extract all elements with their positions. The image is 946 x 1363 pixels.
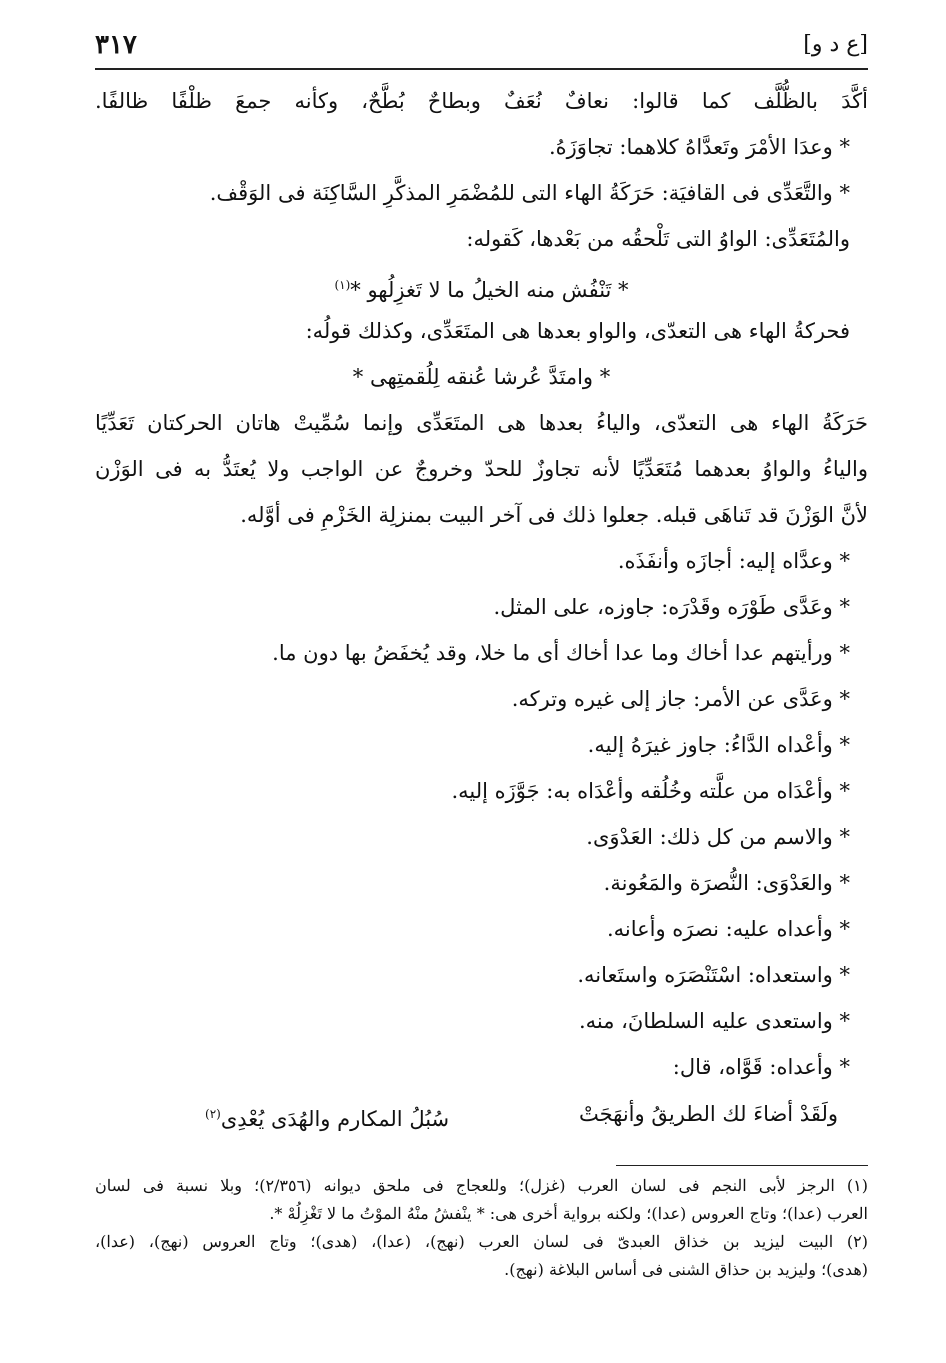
entry-line: * وأعداه عليه: نصرَه وأعانه. xyxy=(606,917,850,941)
text-line: والياءُ والواوُ بعدهما مُتَعَدِّيًا لأنه تجاوزٌ للحدّ وخروجٌ عن الواجب ولا يُعتَدُّ به فى الوَزْن xyxy=(95,457,868,481)
entry-line: * والاسم من كل ذلك: العَدْوَى. xyxy=(586,825,850,849)
text-line: فحركةُ الهاء هى التعدّى، والواو بعدها هى المتَعَدِّى، وكذلك قولُه: xyxy=(305,319,850,343)
text-line: لأنَّ الوَزْنَ قد تَناهَى قبله. جعلوا ذلك فى آخر البيت بمنزلِة الخَزْمِ فى أوَّله. xyxy=(240,503,868,527)
entry-line: * والعَدْوَى: النُّصرَة والمَعُونة. xyxy=(603,871,850,895)
entry-line: * وأعْدَاه من علَّته وخُلُقه وأعْدَاه به: جَوَّزَه إليه. xyxy=(451,779,850,803)
footnote-line: (٢) البيت ليزيد بن خذاق العبدىّ فى لسان العرب (نهج)، (عدا)، (هدى)؛ وتاج العروس (نهج)، (عدا)، xyxy=(95,1232,868,1251)
page-number: ٣١٧ xyxy=(95,30,137,60)
footnotes xyxy=(95,1172,868,1284)
second-hemistich-wrap xyxy=(205,1090,449,1143)
footnote-ref-1: (١) xyxy=(334,278,351,292)
first-hemistich: ولَقَدْ أضاءَ لك الطريقُ وأنهَجَتْ xyxy=(578,1102,838,1126)
page-header xyxy=(95,28,868,70)
text-line: أكَّدَ بالظُّلَّف كما قالوا: نعافٌ نُعَفٌ وبطاحٌ بُطَّحٌ، وكأنه جمعَ ظلْفًا ظالفًا. xyxy=(95,89,868,113)
entry-line: * وأعْداه الدَّاءُ: جاوز غيرَهُ إليه. xyxy=(587,733,850,757)
section-letters: [ع د و] xyxy=(803,32,868,57)
text-line: والمُتَعَدِّى: الواوُ التى تَلْحقُه من بَعْدها، كَقوله: xyxy=(466,227,850,251)
footnote-line: (هدى)؛ وليزيد بن حذاق الشنى فى أساس البلاغة (نهج). xyxy=(504,1260,868,1279)
entry-line: * واستعدى عليه السلطانَ، منه. xyxy=(578,1009,850,1033)
footnote-divider xyxy=(616,1165,868,1166)
entry-line: * وعدَا الأمْرَ وتَعدَّاهُ كلاهما: تجاوَزَهُ. xyxy=(548,135,850,159)
verse-text: * تَنْفُش منه الخيلُ ما لا تَغزِلُهو * xyxy=(350,278,629,302)
second-hemistich: سُبُلُ المكارم والهُدَى يُعْدِى xyxy=(220,1107,450,1131)
entry-line: * وعَدَّى طَوْرَه وقَدْرَه: جاوزه، على المثل. xyxy=(493,595,850,619)
quoted-verse: * وامتَدَّ عُرشا عُنقه لِلُقمتِهى * xyxy=(352,365,611,389)
entry-line: * واستعداه: اسْتَنْصَرَه واستَعانه. xyxy=(577,963,850,987)
text-line: حَرَكَةُ الهاء هى التعدّى، والياءُ بعدها هى المتَعَدِّى وإنما سُمِّيتْ هاتان الحركتان تَعَدِّيًا xyxy=(95,411,868,435)
main-text xyxy=(95,78,868,1138)
entry-line: * وأعداه: قَوَّاه، قال: xyxy=(672,1055,850,1079)
entry-line: * وعَدَّى عن الأمر: جاز إلى غيره وتركه. xyxy=(511,687,850,711)
footnote-ref-2: (٢) xyxy=(205,1107,221,1121)
entry-line: * والتَّعَدِّى فى القافيَة: حَرَكَةُ الهاء التى للمُضْمَرِ المذكَّرِ السَّاكِنَة فى الوَقْف. xyxy=(209,181,850,205)
entry-line: * ورأيتهم عدا أخاك وما عدا أخاك أى ما خلا، وقد يُخفَضُ بها دون ما. xyxy=(272,641,850,665)
quoted-verse xyxy=(95,262,868,308)
entry-line: * وعدَّاه إليه: أجازَه وأنفَذَه. xyxy=(617,549,850,573)
footnote-line: العرب (عدا)؛ وتاج العروس (عدا)؛ ولكنه برواية أخرى هى: * ينْفشُ منْهُ الموْتُ ما لا تَغْزِلُهْ *. xyxy=(269,1204,868,1223)
footnote-line: (١) الرجز لأبى النجم فى لسان العرب (غزل)؛ وللعجاج فى ملحق ديوانه (٢/٣٥٦)؛ وبلا نسبة فى لسان xyxy=(95,1176,868,1195)
poem-verse xyxy=(95,1090,868,1138)
